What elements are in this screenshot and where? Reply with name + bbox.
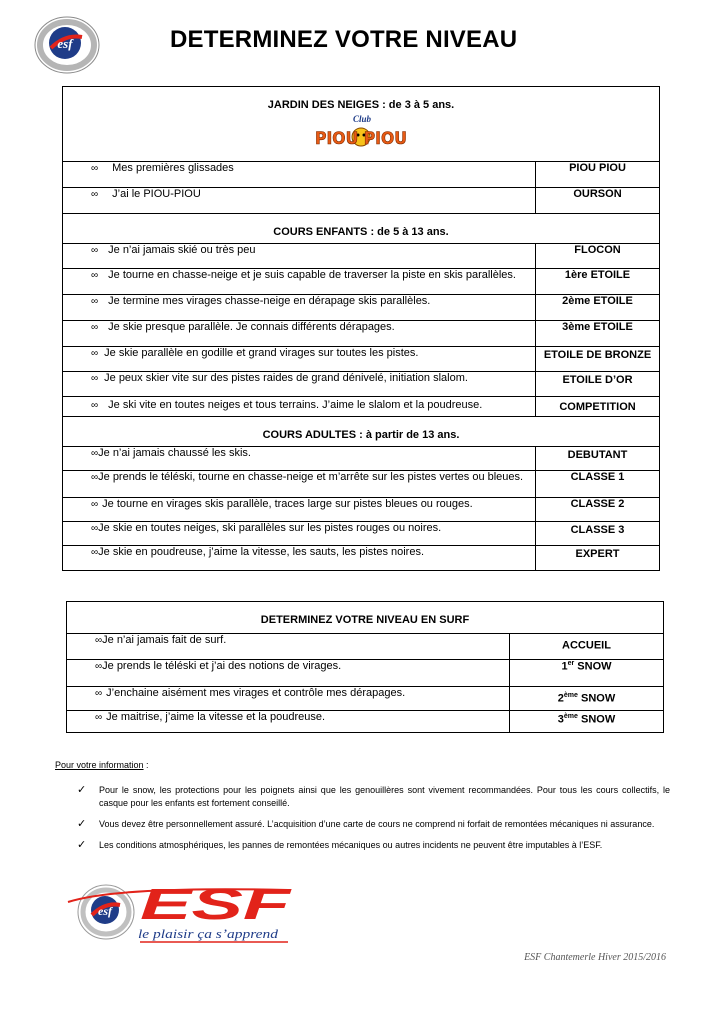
table-row [63, 447, 660, 471]
bullet-icon: ∞ [95, 661, 103, 672]
surf-levels-table [66, 601, 664, 733]
level-cell: 1ère ETOILE [536, 269, 660, 295]
list-item [55, 839, 670, 852]
esf-footer-logo [58, 872, 298, 950]
info-text: Pour le snow, les protections pour les poignets ainsi que les genouillères sont vivement recommandées. Pour tous les cours collectifs, le casque pour les enfants est fortement conseillé. [99, 785, 670, 808]
row-text: Je maitrise, j’aime la vitesse et la poudreuse. [106, 711, 326, 723]
table-row [63, 397, 660, 417]
bullet-icon: ∞ [95, 712, 103, 723]
bullet-icon: ∞ [91, 472, 99, 483]
row-text: Je n’ai jamais skié ou très peu [108, 244, 256, 256]
row-text: Je n’ai jamais chaussé les skis. [98, 447, 251, 459]
enfants-title: COURS ENFANTS : de 5 à 13 ans. [63, 214, 660, 244]
checkmark-icon: ✓ [77, 818, 87, 830]
level-cell: DEBUTANT [536, 447, 660, 471]
row-text: Je skie en poudreuse, j’aime la vitesse, les sauts, les pistes noires. [98, 546, 425, 558]
row-text: Je n’ai jamais fait de surf. [102, 634, 227, 646]
bullet-icon: ∞ [91, 189, 99, 200]
level-cell: ETOILE DE BRONZE [536, 347, 660, 372]
bullet-icon: ∞ [95, 688, 103, 699]
bullet-icon: ∞ [91, 163, 99, 174]
checkmark-icon: ✓ [77, 784, 87, 796]
level-cell: 3ème ETOILE [536, 321, 660, 347]
adultes-title: COURS ADULTES : à partir de 13 ans. [63, 417, 660, 447]
table-row [63, 372, 660, 397]
table-row [63, 546, 660, 571]
row-text: Je skie parallèle en godille et grand virages sur toutes les pistes. [104, 347, 419, 359]
row-text: Je skie en toutes neiges, ski parallèles sur les pistes rouges ou noires. [98, 522, 442, 534]
level-cell: OURSON [536, 188, 660, 214]
table-row [63, 498, 660, 522]
info-colon: : [143, 760, 149, 770]
slogan-text: le plaisir ça s’apprend [138, 926, 279, 941]
bullet-icon: ∞ [91, 547, 99, 558]
bullet-icon: ∞ [91, 322, 99, 333]
bullet-icon: ∞ [91, 245, 99, 256]
list-item [55, 784, 670, 810]
table-row [63, 244, 660, 269]
level-cell: EXPERT [536, 546, 660, 571]
bullet-icon: ∞ [91, 348, 99, 359]
esf-brand-text: ESF [140, 880, 292, 929]
jardin-title: JARDIN DES NEIGES : de 3 à 5 ans. [267, 99, 455, 111]
table-row [63, 321, 660, 347]
jardin-section-header [63, 87, 660, 162]
checkmark-icon: ✓ [77, 839, 87, 851]
table-row [67, 687, 664, 711]
page-title: DETERMINEZ VOTRE NIVEAU [170, 26, 518, 53]
level-cell: CLASSE 2 [536, 498, 660, 522]
row-text: Je tourne en chasse-neige et je suis capable de traverser la piste en skis parallèles. [108, 269, 516, 281]
row-text: Je tourne en virages skis parallèle, traces large sur pistes bleues ou rouges. [102, 498, 473, 510]
bullet-icon: ∞ [91, 373, 99, 384]
row-text: Je skie presque parallèle. Je connais différents dérapages. [108, 321, 395, 333]
level-cell: ETOILE D’OR [536, 372, 660, 397]
table-row [67, 634, 664, 660]
level-cell: 1er SNOW [510, 660, 664, 687]
row-text: J’ai le PIOU-PIOU [112, 188, 201, 200]
row-text: Je termine mes virages chasse-neige en dérapage skis parallèles. [108, 295, 431, 307]
esf-logo-top [34, 16, 100, 74]
table-row [63, 471, 660, 498]
piou-text: PIOU PIOU [315, 129, 407, 149]
esf-logo-text: esf [57, 36, 73, 51]
surf-title: DETERMINEZ VOTRE NIVEAU EN SURF [67, 602, 664, 634]
level-cell: FLOCON [536, 244, 660, 269]
table-row [63, 295, 660, 321]
row-text: Mes premières glissades [112, 162, 234, 174]
table-row [63, 269, 660, 295]
table-row [63, 188, 660, 214]
info-text: Vous devez être personnellement assuré. L’acquisition d’une carte de cours ne comprend ni forfait de remontées mécaniques ni assurance. [99, 819, 655, 829]
row-text: Je prends le téléski et j’ai des notions de virages. [102, 660, 342, 672]
information-section [55, 760, 670, 860]
table-row [67, 660, 664, 687]
footer-caption: ESF Chantemerle Hiver 2015/2016 [524, 952, 666, 963]
bullet-icon: ∞ [91, 499, 99, 510]
footer-logo-text: esf [98, 904, 112, 918]
info-text: Les conditions atmosphériques, les pannes de remontées mécaniques ou autres incidents ne peuvent être imputables à l’ESF. [99, 840, 603, 850]
bullet-icon: ∞ [91, 270, 99, 281]
table-row [67, 711, 664, 733]
level-cell: COMPETITION [536, 397, 660, 417]
enfants-section-header [63, 214, 660, 244]
surf-section-header [67, 602, 664, 634]
level-cell: CLASSE 3 [536, 522, 660, 546]
bullet-icon: ∞ [91, 448, 99, 459]
row-text: Je prends le téléski, tourne en chasse-neige et m’arrête sur les pistes vertes ou bleues. [98, 471, 524, 483]
bullet-icon: ∞ [91, 523, 99, 534]
level-cell: PIOU PIOU [536, 162, 660, 188]
level-cell: 3ème SNOW [510, 711, 664, 733]
level-cell: ACCUEIL [510, 634, 664, 660]
level-cell: CLASSE 1 [536, 471, 660, 498]
adultes-section-header [63, 417, 660, 447]
bullet-icon: ∞ [95, 635, 103, 646]
level-cell: 2ème ETOILE [536, 295, 660, 321]
ski-levels-table [62, 86, 660, 571]
row-text: Je ski vite en toutes neiges et tous terrains. J’aime le slalom et la poudreuse. [108, 399, 483, 411]
row-text: J’enchaine aisément mes virages et contrôle mes dérapages. [106, 687, 406, 699]
table-row [63, 162, 660, 188]
bullet-icon: ∞ [91, 400, 99, 411]
list-item [55, 818, 670, 831]
bullet-icon: ∞ [91, 296, 99, 307]
table-row [63, 522, 660, 546]
level-cell: 2ème SNOW [510, 687, 664, 711]
piou-piou-logo [313, 113, 409, 153]
info-label: Pour votre information [55, 760, 144, 770]
piou-club-text: Club [353, 114, 372, 124]
row-text: Je peux skier vite sur des pistes raides de grand dénivelé, initiation slalom. [104, 372, 468, 384]
table-row [63, 347, 660, 372]
